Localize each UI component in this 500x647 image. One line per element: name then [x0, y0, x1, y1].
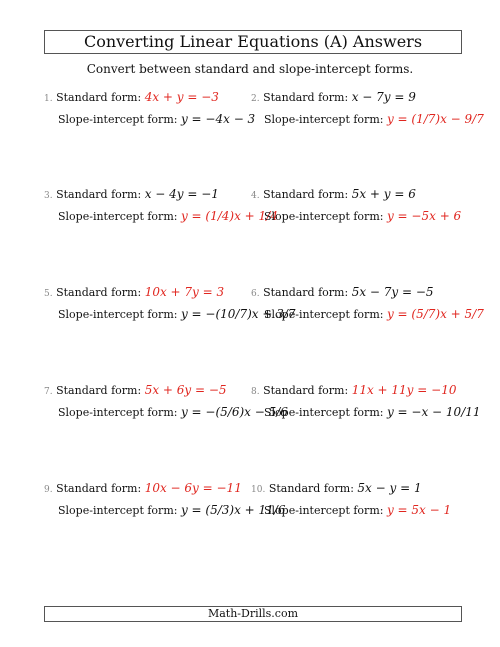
- slope-intercept-label: Slope-intercept form:: [58, 308, 178, 321]
- standard-equation: 11x + 11y = −10: [351, 383, 457, 397]
- standard-equation: x − 4y = −1: [144, 187, 219, 201]
- slope-intercept-equation: y = −x − 10/11: [386, 405, 481, 419]
- slope-intercept-label: Slope-intercept form:: [58, 406, 178, 419]
- slope-intercept-equation: y = (5/3)x + 11/6: [180, 503, 286, 517]
- standard-equation: 4x + y = −3: [144, 90, 219, 104]
- standard-label: Standard form:: [56, 482, 142, 495]
- problem-number: 9.: [44, 485, 53, 495]
- footer: Math-Drills.com: [44, 606, 462, 622]
- slope-intercept-label: Slope-intercept form:: [264, 210, 384, 223]
- problem-number: 4.: [251, 191, 260, 201]
- standard-label: Standard form:: [263, 91, 349, 104]
- standard-label: Standard form:: [263, 286, 349, 299]
- slope-intercept-label: Slope-intercept form:: [58, 504, 178, 517]
- slope-intercept-label: Slope-intercept form:: [264, 308, 384, 321]
- problem-number: 5.: [44, 289, 53, 299]
- standard-equation: 10x + 7y = 3: [144, 285, 225, 299]
- slope-intercept-equation: y = −5x + 6: [386, 209, 462, 223]
- standard-equation: x − 7y = 9: [351, 90, 416, 104]
- standard-label: Standard form:: [268, 482, 354, 495]
- standard-label: Standard form:: [56, 384, 142, 397]
- instructions: Convert between standard and slope-intercept forms.: [86, 62, 414, 76]
- slope-intercept-equation: y = 5x − 1: [386, 503, 452, 517]
- standard-equation: 5x − y = 1: [357, 481, 422, 495]
- slope-intercept-label: Slope-intercept form:: [264, 406, 384, 419]
- standard-equation: 5x + 6y = −5: [144, 383, 227, 397]
- standard-label: Standard form:: [56, 188, 142, 201]
- problem-number: 7.: [44, 387, 53, 397]
- worksheet-title: Converting Linear Equations (A) Answers: [44, 30, 462, 54]
- problem-number: 3.: [44, 191, 53, 201]
- slope-intercept-label: Slope-intercept form:: [264, 504, 384, 517]
- standard-equation: 5x + y = 6: [351, 187, 416, 201]
- slope-intercept-equation: y = (1/7)x − 9/7: [386, 112, 484, 126]
- standard-equation: 5x − 7y = −5: [351, 285, 434, 299]
- problem-number: 2.: [251, 94, 260, 104]
- slope-intercept-label: Slope-intercept form:: [58, 113, 178, 126]
- problem-number: 8.: [251, 387, 260, 397]
- problem-number: 10.: [251, 485, 266, 495]
- slope-intercept-equation: y = −(5/6)x − 5/6: [180, 405, 288, 419]
- problem-number: 6.: [251, 289, 260, 299]
- slope-intercept-label: Slope-intercept form:: [58, 210, 178, 223]
- slope-intercept-equation: y = (1/4)x + 1/4: [180, 209, 278, 223]
- slope-intercept-equation: y = −4x − 3: [180, 112, 256, 126]
- slope-intercept-equation: y = −(10/7)x + 3/7: [180, 307, 296, 321]
- problem-number: 1.: [44, 94, 53, 104]
- slope-intercept-label: Slope-intercept form:: [264, 113, 384, 126]
- standard-label: Standard form:: [56, 286, 142, 299]
- slope-intercept-equation: y = (5/7)x + 5/7: [386, 307, 484, 321]
- standard-label: Standard form:: [56, 91, 142, 104]
- standard-label: Standard form:: [263, 384, 349, 397]
- standard-label: Standard form:: [263, 188, 349, 201]
- standard-equation: 10x − 6y = −11: [144, 481, 242, 495]
